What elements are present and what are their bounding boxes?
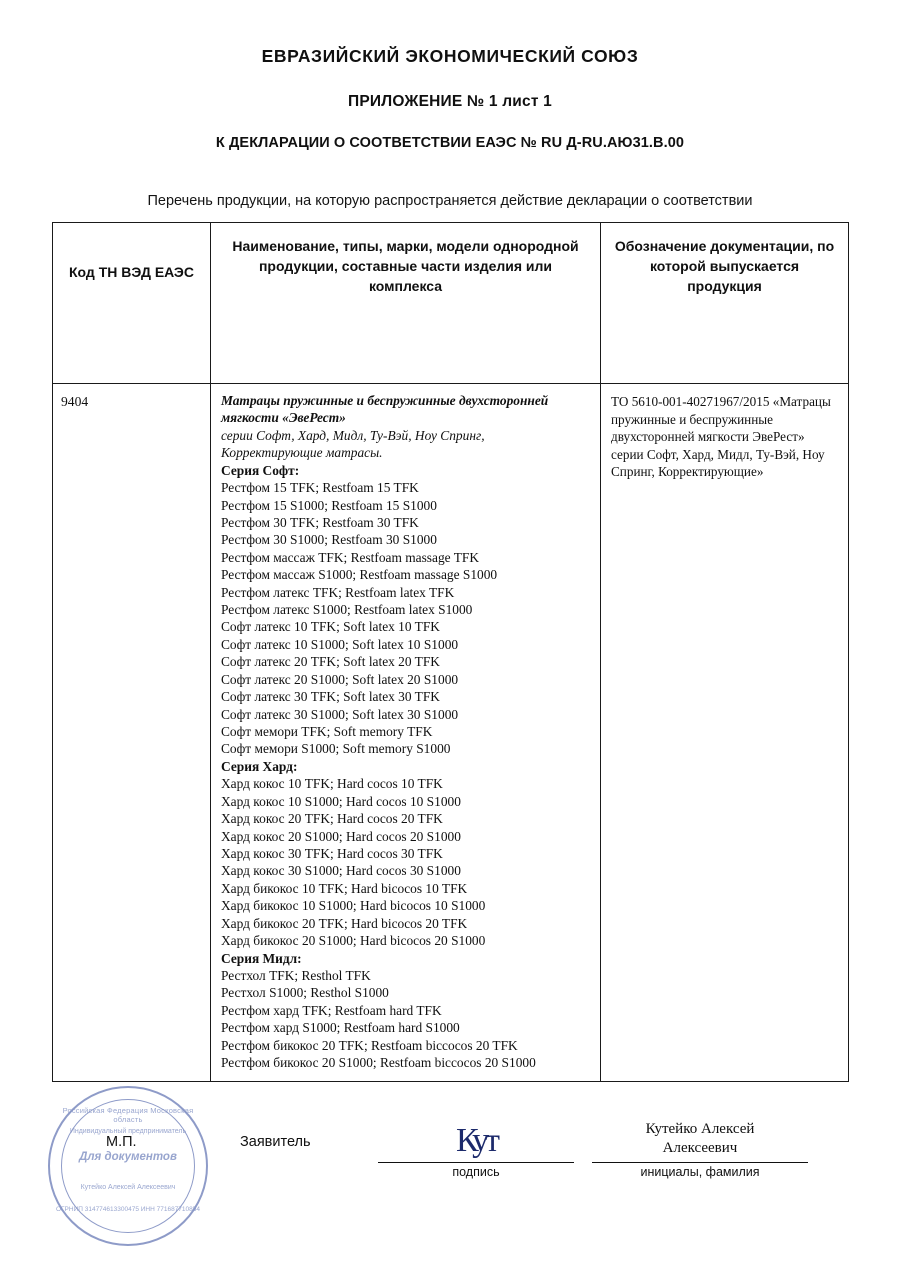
signer-name-line-2: Алексеевич bbox=[662, 1139, 738, 1156]
product-name-line: Рестхол S1000; Resthol S1000 bbox=[221, 985, 389, 1001]
signature-caption: подпись bbox=[452, 1165, 500, 1179]
product-name-line: Хард кокос 30 TFK; Hard cocos 30 TFK bbox=[221, 845, 443, 861]
product-name-line: Хард бикокос 20 S1000; Hard bicocos 20 S1000 bbox=[221, 933, 486, 949]
table-row bbox=[53, 384, 849, 1082]
product-name-line: Хард кокос 20 S1000; Hard cocos 20 S1000 bbox=[221, 828, 461, 844]
product-name-line: Софт латекс 20 S1000; Soft latex 20 S1000 bbox=[221, 671, 459, 687]
declaration-reference: К ДЕКЛАРАЦИИ О СООТВЕТСТВИИ ЕАЭС № RU Д-RU.АЮ31.В.00 bbox=[215, 135, 685, 151]
stamp-bottom-text: ОГРНИП 314774613300475 ИНН 771687710854 bbox=[55, 1206, 201, 1213]
product-name-line: Серия Хард: bbox=[221, 758, 298, 774]
handwritten-signature-icon: Кут bbox=[456, 1122, 496, 1159]
product-name-line: Рестфом 30 S1000; Restfoam 30 S1000 bbox=[221, 532, 437, 548]
product-name-line: Хард кокос 20 TFK; Hard cocos 20 TFK bbox=[221, 811, 443, 827]
table-header-row bbox=[53, 223, 849, 384]
product-name-line: Хард бикокос 10 TFK; Hard bicocos 10 TFK bbox=[221, 880, 468, 896]
mp-label: М.П. bbox=[106, 1134, 137, 1150]
product-name-line: Хард кокос 10 TFK; Hard cocos 10 TFK bbox=[221, 776, 443, 792]
product-table-wrapper bbox=[52, 222, 848, 1082]
cell-product-names bbox=[211, 384, 601, 1082]
product-name-line: Софт латекс 10 TFK; Soft latex 10 TFK bbox=[221, 619, 440, 635]
product-name-line: Рестфом массаж TFK; Restfoam massage TFK bbox=[221, 549, 479, 565]
cell-documentation: ТО 5610-001-40271967/2015 «Матрацы пружинные и беспружинные двухсторонней мягкости ЭвеРест» серии Софт, Хард, Мидл, Ту-Вэй, Ноу Спринг, Корректирующие» bbox=[601, 384, 849, 1082]
product-name-line: Рестфом 15 TFK; Restfoam 15 TFK bbox=[221, 480, 419, 496]
product-name-line: Матрацы пружинные и беспружинные двухсторонней мягкости «ЭвеРест» bbox=[221, 393, 549, 426]
table-body bbox=[53, 384, 849, 1082]
signature-block bbox=[0, 1082, 900, 1272]
column-header-code: Код ТН ВЭД ЕАЭС bbox=[53, 223, 211, 384]
appendix-title: ПРИЛОЖЕНИЕ № 1 лист 1 bbox=[348, 93, 552, 110]
product-name-line: Рестфом бикокос 20 TFK; Restfoam biccocos 20 TFK bbox=[221, 1037, 518, 1053]
product-name-line: серии Софт, Хард, Мидл, Ту-Вэй, Ноу Спринг, bbox=[221, 427, 485, 443]
product-name-line: Хард бикокос 10 S1000; Hard bicocos 10 S1000 bbox=[221, 898, 486, 914]
product-name-line: Софт латекс 10 S1000; Soft latex 10 S1000 bbox=[221, 636, 459, 652]
product-name-line: Рестфом 15 S1000; Restfoam 15 S1000 bbox=[221, 497, 437, 513]
product-name-line: Рестфом латекс S1000; Restfoam latex S1000 bbox=[221, 602, 473, 618]
stamp-mid-text-2: Кутейко Алексей Алексеевич bbox=[80, 1184, 176, 1191]
table-header bbox=[53, 223, 849, 384]
document-subtitle: Перечень продукции, на которую распространяется действие декларации о соответствии bbox=[147, 193, 753, 209]
product-name-line: Софт латекс 30 TFK; Soft latex 30 TFK bbox=[221, 689, 440, 705]
product-name-line: Рестфом бикокос 20 S1000; Restfoam biccocos 20 S1000 bbox=[221, 1055, 536, 1071]
cell-tnved-code: 9404 bbox=[53, 384, 211, 1082]
product-name-line: Рестфом массаж S1000; Restfoam massage S1000 bbox=[221, 567, 498, 583]
document-header bbox=[0, 46, 900, 209]
product-name-list bbox=[221, 392, 591, 1071]
signer-name-slot bbox=[592, 1120, 808, 1179]
column-header-name: Наименование, типы, марки, модели однородной продукции, составные части изделия или комплекса bbox=[211, 223, 601, 384]
product-name-line: Рестфом хард S1000; Restfoam hard S1000 bbox=[221, 1020, 460, 1036]
product-name-line: Корректирующие матрасы. bbox=[221, 445, 383, 461]
product-name-line: Серия Мидл: bbox=[221, 950, 302, 966]
product-name-line: Хард кокос 30 S1000; Hard cocos 30 S1000 bbox=[221, 863, 461, 879]
product-name-line: Серия Софт: bbox=[221, 462, 300, 478]
product-name-line: Софт латекс 30 S1000; Soft latex 30 S1000 bbox=[221, 706, 459, 722]
signer-name-line-1: Кутейко Алексей bbox=[645, 1121, 755, 1137]
applicant-label: Заявитель bbox=[240, 1134, 311, 1150]
product-name-line: Рестхол TFK; Resthol TFK bbox=[221, 967, 371, 983]
product-name-line: Софт мемори S1000; Soft memory S1000 bbox=[221, 741, 451, 757]
stamp-top-text: Российская Федерация Московская область bbox=[62, 1106, 194, 1124]
product-name-line: Хард кокос 10 S1000; Hard cocos 10 S1000 bbox=[221, 793, 461, 809]
name-caption: инициалы, фамилия bbox=[640, 1164, 760, 1179]
signature-slot bbox=[378, 1120, 574, 1179]
product-name-line: Рестфом латекс TFK; Restfoam latex TFK bbox=[221, 584, 455, 600]
product-name-line: Софт латекс 20 TFK; Soft latex 20 TFK bbox=[221, 654, 440, 670]
stamp-center-text: Для документов bbox=[79, 1151, 177, 1163]
product-name-line: Рестфом 30 TFK; Restfoam 30 TFK bbox=[221, 514, 419, 530]
page-title: ЕВРАЗИЙСКИЙ ЭКОНОМИЧЕСКИЙ СОЮЗ bbox=[261, 46, 639, 66]
column-header-doc: Обозначение документации, по которой выпускается продукция bbox=[601, 223, 849, 384]
product-name-line: Хард бикокос 20 TFK; Hard bicocos 20 TFK bbox=[221, 915, 468, 931]
product-name-line: Софт мемори TFK; Soft memory TFK bbox=[221, 724, 433, 740]
stamp-mid-text-1: Индивидуальный предприниматель bbox=[69, 1128, 187, 1135]
product-table bbox=[52, 222, 849, 1082]
product-name-line: Рестфом хард TFK; Restfoam hard TFK bbox=[221, 1002, 442, 1018]
company-stamp-icon bbox=[48, 1086, 208, 1246]
